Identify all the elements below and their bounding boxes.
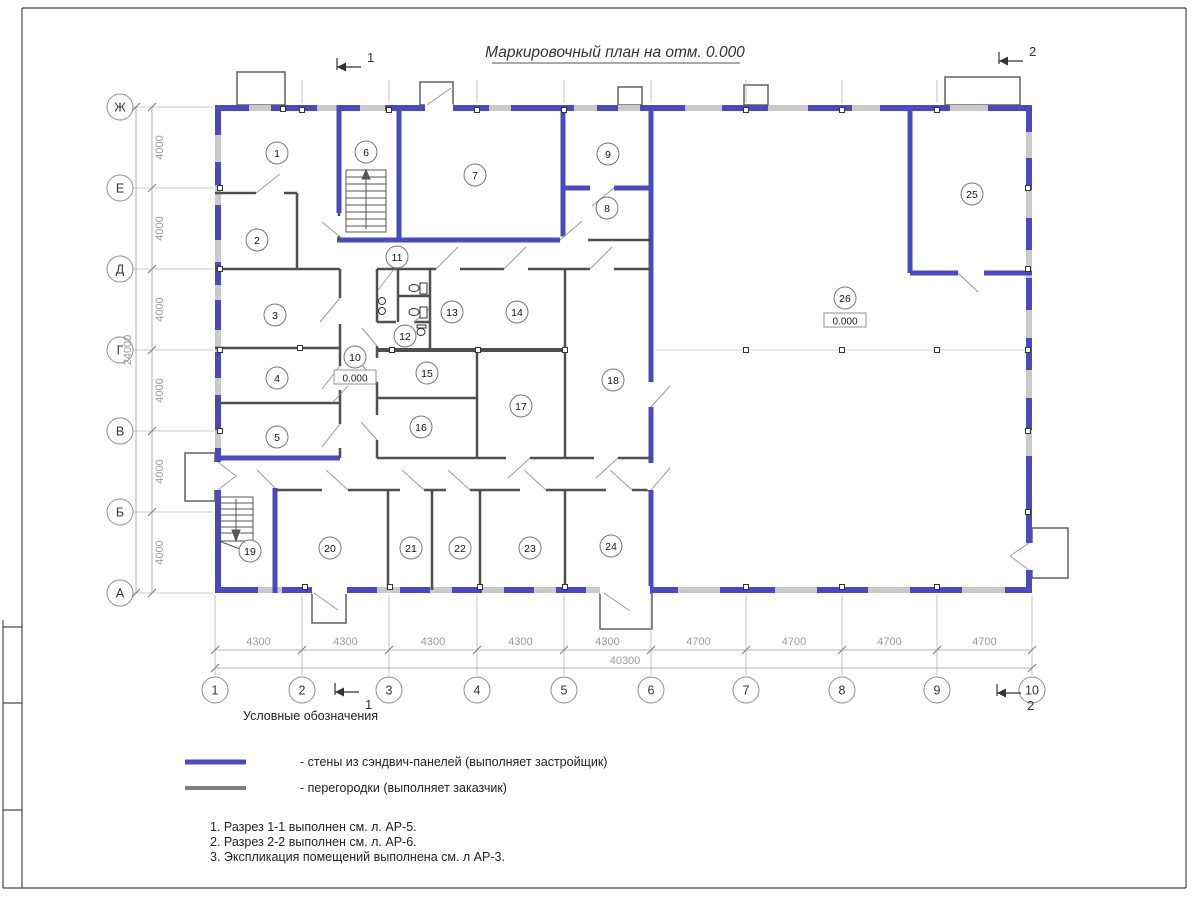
toilet-bowl [409,309,419,316]
legend [185,709,607,795]
column-marker [1026,429,1031,434]
col-dim-label: 4300 [333,636,358,648]
col-total-label: 40300 [609,655,641,667]
column-marker [218,186,223,191]
col-axis-label: 1 [211,683,219,698]
column-marker [478,585,483,590]
column-marker [840,108,845,113]
room-marker [961,183,983,205]
section-arrow [999,57,1008,66]
room-number: 7 [472,169,478,182]
column-marker [840,585,845,590]
sink [379,308,386,315]
row-axis-label: В [115,424,125,439]
room-marker [600,535,622,557]
col-dim-label: 4300 [246,636,271,648]
column-marker [390,348,395,353]
col-axis-label: 9 [933,683,941,698]
section-mark [337,50,374,72]
room-marker [319,537,341,559]
row-axis-label: Д [115,262,125,277]
room-number: 10 [349,351,361,364]
room-number: 2 [254,234,260,247]
column-marker [1026,348,1031,353]
room-marker [344,346,366,368]
column-marker [281,107,286,112]
column-marker [218,429,223,434]
porch [312,593,346,623]
porch [420,82,453,105]
column-marker [298,346,303,351]
elevation-value: 0.000 [342,373,368,385]
legend-heading: Условные обозначения [243,709,379,723]
column-marker [935,108,940,113]
toilet-tank [420,283,427,294]
column-marker [218,267,223,272]
room-marker [386,246,408,268]
room-number: 11 [391,251,403,264]
room-marker [834,287,856,309]
col-dim-label: 4700 [877,636,902,648]
room-number: 24 [605,540,617,553]
row-dim-label: 4000 [154,378,166,403]
sink-bowl [417,329,425,336]
col-axis-label: 10 [1025,683,1039,698]
room-marker [266,426,288,448]
room-marker [596,197,618,219]
room-number: 9 [605,148,611,161]
col-axis-label: 2 [298,683,306,698]
room-marker [464,164,486,186]
room-number: 13 [446,306,458,319]
room-marker [416,362,438,384]
porch [945,77,1020,105]
section-arrow [997,689,1006,698]
room-number: 8 [604,202,610,215]
legend-sandwich-label: - стены из сэндвич-панелей (выполняет застройщик) [300,755,608,769]
note-3: 3. Экспликация помещений выполнена см. л АР-3. [210,850,505,864]
room-marker [266,367,288,389]
column-marker [935,585,940,590]
column-marker [1026,186,1031,191]
toilet-tank [420,307,427,318]
col-axis-label: 7 [742,683,750,698]
room-marker [602,369,624,391]
note-2: 2. Разрез 2-2 выполнен см. л. АР-6. [210,835,417,849]
col-dim-label: 4700 [972,636,997,648]
room-marker [597,143,619,165]
elevation-mark [334,370,376,385]
room-number: 3 [272,309,278,322]
room-number: 12 [399,330,411,343]
room-number: 16 [415,421,427,434]
col-dim-label: 4300 [508,636,533,648]
room-marker [519,537,541,559]
room-markers [239,141,983,562]
room-marker [394,325,416,347]
col-axis-label: 4 [473,683,481,698]
note-1: 1. Разрез 1-1 выполнен см. л. АР-5. [210,820,417,834]
room-marker [266,142,288,164]
room-marker [510,395,532,417]
room-marker [410,416,432,438]
room-marker [246,229,268,251]
room-marker [355,141,377,163]
porch [618,87,642,105]
col-axis-label: 6 [647,683,655,698]
room-number: 26 [839,292,851,305]
room-number: 14 [511,306,523,319]
section-label: 1 [367,50,375,65]
room-number: 19 [244,545,256,558]
elevation-mark [824,313,866,328]
room-number: 25 [966,188,978,201]
row-dim-label: 4000 [154,540,166,565]
row-axis-label: Г [116,343,124,358]
row-dim-label: 4000 [154,459,166,484]
partition-walls [215,193,651,590]
column-marker [562,108,567,113]
porch [237,72,285,105]
row-dim-label: 4000 [154,216,166,241]
col-dim-label: 4300 [420,636,446,648]
elevation-value: 0.000 [832,316,858,328]
room-number: 20 [324,542,336,555]
column-marker [475,108,480,113]
porch [185,453,215,501]
room-number: 1 [274,147,280,160]
legend-partition-label: - перегородки (выполняет заказчик) [300,781,507,795]
col-axis-label: 3 [385,683,393,698]
column-marker [563,585,568,590]
room-number: 4 [274,372,280,385]
column-marker [218,348,223,353]
column-marker [300,108,305,113]
column-marker [388,585,393,590]
room-number: 21 [405,542,417,555]
row-dim-label: 4000 [154,135,166,160]
col-axis-label: 5 [560,683,568,698]
column-marker [476,348,481,353]
column-marker [1026,510,1031,515]
partition-path [215,193,651,590]
column-marker [303,585,308,590]
col-dim-label: 4700 [686,636,711,648]
sink [379,298,386,305]
room-number: 22 [454,542,466,555]
room-marker [264,304,286,326]
section-mark [999,44,1036,66]
row-axis-label: Ж [114,100,126,115]
door-gaps-interior [560,188,984,490]
room-number: 5 [274,431,280,444]
page-title: Маркировочный план на отм. 0.000 [485,44,745,61]
section-arrow [337,63,346,72]
row-total-label: 24000 [122,334,134,366]
room-number: 23 [524,542,536,555]
row-dim-label: 4000 [154,297,166,322]
room-number: 18 [607,374,619,387]
column-marker [744,108,749,113]
stair-arrow-head [362,170,370,179]
section-marks [335,44,1036,713]
stair-arrow-head [232,530,240,541]
stair-room6 [346,170,386,232]
row-axis-label: Е [115,181,125,196]
column-marker [744,585,749,590]
porch [600,593,652,629]
column-marker [744,348,749,353]
section-label: 1 [365,697,373,712]
room-marker [441,301,463,323]
toilet-bowl [409,285,419,292]
notes [210,820,505,864]
room-marker [449,537,471,559]
porch [1032,528,1068,578]
section-label: 2 [1029,44,1037,59]
room-number: 17 [515,400,527,413]
room-number: 6 [363,146,369,159]
sink-back [417,325,426,328]
column-marker [1026,267,1031,272]
col-axis-label: 8 [838,683,846,698]
section-mark [335,683,372,712]
section-arrow [335,688,344,697]
column-marker [387,108,392,113]
col-dim-label: 4700 [781,636,807,648]
col-dim-label: 4300 [595,636,620,648]
porch [744,85,768,105]
room-marker [239,540,261,562]
column-marker [935,348,940,353]
grid-axes [107,80,1045,703]
room-number: 15 [421,367,433,380]
row-axis-label: Б [115,505,125,520]
room-marker [400,537,422,559]
column-marker [563,348,568,353]
column-marker [840,348,845,353]
room-marker [506,301,528,323]
section-label: 2 [1027,698,1035,713]
leader-room11 [378,268,395,290]
row-axis-label: А [115,586,125,601]
